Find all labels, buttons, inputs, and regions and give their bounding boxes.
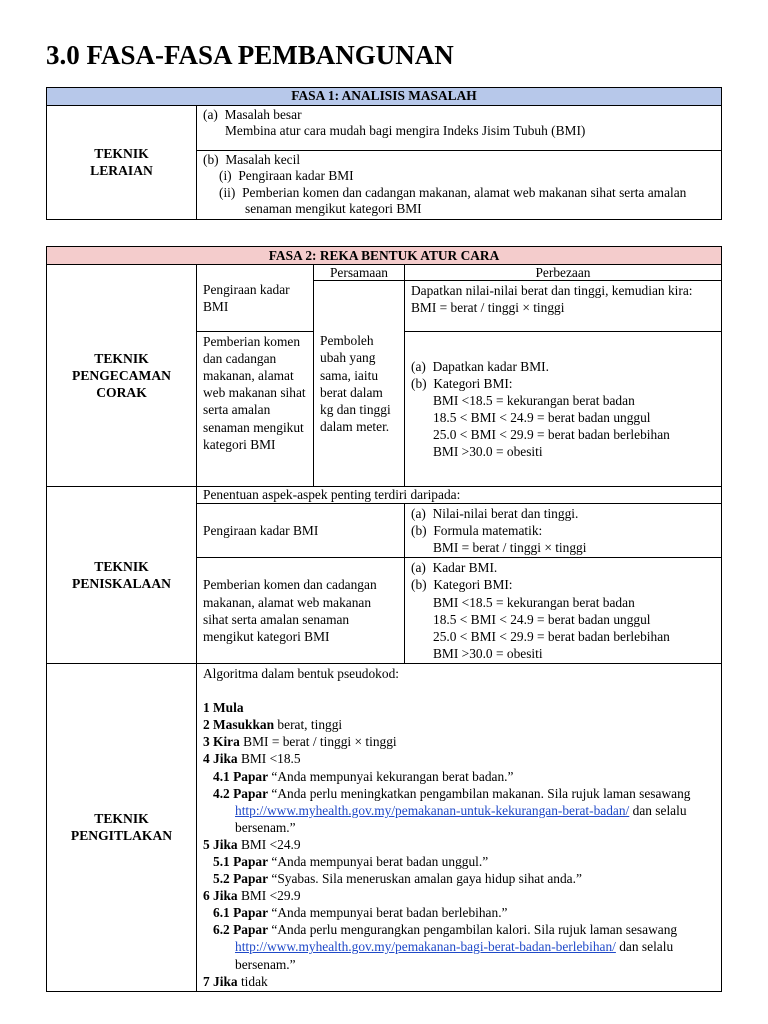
col-persamaan-header: Persamaan	[314, 265, 405, 281]
pseudocode-line: 4.2 Papar “Anda perlu meningkatkan pengambilan makanan. Sila rujuk laman sesawang http://www.myhealth.gov.my/pemakanan-untuk-kekurangan-berat-badan/ dan selalu bersenam.”	[213, 785, 691, 835]
peniskalaan-row2-label: Pemberian komen dan cadangan makanan, alamat web makanan sihat serta amalan senaman mengikut kategori BMI	[197, 558, 405, 664]
pseudocode-line: 6.2 Papar “Anda perlu mengurangkan pengambilan kalori. Sila rujuk laman sesawang http://www.myhealth.gov.my/pemakanan-bagi-berat-badan-berlebihan/ dan selalu bersenam.”	[213, 922, 678, 972]
teknik-leraian-label: TEKNIK LERAIAN	[47, 106, 197, 220]
masalah-besar-cell: (a) Masalah besar Membina atur cara mudah bagi mengira Indeks Jisim Tubuh (BMI)	[197, 106, 722, 151]
col-perbezaan-header: Perbezaan	[405, 265, 722, 281]
pseudocode-line: 6 Jika BMI <29.9	[203, 888, 301, 904]
teknik-peniskalaan-label: TEKNIK PENISKALAAN	[47, 487, 197, 664]
teknik-pengitlakan-label: TEKNIK PENGITLAKAN	[47, 663, 197, 991]
list-item: 25.0 < BMI < 29.9 = berat badan berlebihan	[433, 427, 670, 443]
pseudocode-line: 5.1 Papar “Anda mempunyai berat badan unggul.”	[213, 853, 489, 869]
pseudocode-line: 4 Jika BMI <18.5	[203, 751, 301, 767]
fasa2-header: FASA 2: REKA BENTUK ATUR CARA	[47, 247, 722, 265]
peniskalaan-row2-detail: (a) Kadar BMI. (b) Kategori BMI: BMI <18.5 = kekurangan berat badan 18.5 < BMI < 24.9 = berat badan unggul 25.0 < BMI < 29.9 = berat badan berlebihan BMI >30.0 = obesiti	[405, 558, 722, 664]
pseudocode-line: 4.1 Papar “Anda mempunyai kekurangan berat badan.”	[213, 768, 514, 784]
teknik-pengecaman-corak-label: TEKNIK PENGECAMAN CORAK	[47, 265, 197, 487]
list-item: 25.0 < BMI < 29.9 = berat badan berlebihan	[433, 628, 670, 644]
fasa2-table	[46, 246, 722, 992]
pseudocode-line: 5 Jika BMI <24.9	[203, 836, 301, 852]
list-item: BMI <18.5 = kekurangan berat badan	[433, 594, 635, 610]
corak-row1-label: Pengiraan kadar BMI	[197, 265, 314, 332]
corak-row1-diff: Dapatkan nilai-nilai berat dan tinggi, kemudian kira: BMI = berat / tinggi × tinggi	[405, 281, 722, 332]
masalah-kecil-cell: (b) Masalah kecil (i) Pengiraan kadar BMI (ii) Pemberian komen dan cadangan makanan, alamat web makanan sihat serta amalan senaman mengikut kategori BMI	[197, 151, 722, 220]
peniskalaan-row1-label: Pengiraan kadar BMI	[197, 504, 405, 558]
masalah-besar-text: Membina atur cara mudah bagi mengira Indeks Jisim Tubuh (BMI)	[225, 123, 586, 139]
pseudocode-line: 7 Jika tidak	[203, 973, 268, 989]
algo-intro: Algoritma dalam bentuk pseudokod:	[203, 665, 399, 681]
pseudocode-line: 3 Kira BMI = berat / tinggi × tinggi	[203, 734, 397, 750]
pseudocode-line: 1 Mula	[203, 700, 244, 716]
list-item: 18.5 < BMI < 24.9 = berat badan unggul	[433, 611, 651, 627]
list-item: (i) Pengiraan kadar BMI	[219, 168, 354, 184]
pseudocode-line: 6.1 Papar “Anda mempunyai berat badan berlebihan.”	[213, 905, 508, 921]
link-kekurangan-berat-badan[interactable]: http://www.myhealth.gov.my/pemakanan-untuk-kekurangan-berat-badan/	[235, 802, 630, 818]
list-item: BMI >30.0 = obesiti	[433, 444, 543, 460]
list-item: (ii) Pemberian komen dan cadangan makanan, alamat web makanan sihat serta amalan senaman mengikut kategori BMI	[219, 184, 687, 217]
fasa1-table	[46, 87, 722, 220]
page-title: 3.0 FASA-FASA PEMBANGUNAN	[46, 40, 454, 70]
list-item: 18.5 < BMI < 24.9 = berat badan unggul	[433, 410, 651, 426]
peniskalaan-row1-detail: (a) Nilai-nilai berat dan tinggi. (b) Formula matematik: BMI = berat / tinggi × tinggi	[405, 504, 722, 558]
peniskalaan-intro: Penentuan aspek-aspek penting terdiri daripada:	[197, 487, 722, 504]
link-berat-badan-berlebihan[interactable]: http://www.myhealth.gov.my/pemakanan-bagi-berat-badan-berlebihan/	[235, 939, 616, 955]
pseudocode-line: 2 Masukkan berat, tinggi	[203, 717, 343, 733]
pseudocode-line: 5.2 Papar “Syabas. Sila meneruskan amalan gaya hidup sihat anda.”	[213, 871, 582, 887]
masalah-kecil-title: Masalah kecil	[225, 152, 301, 167]
corak-row2-label: Pemberian komen dan cadangan makanan, alamat web makanan sihat serta amalan senaman mengikut kategori BMI	[197, 332, 314, 487]
list-item: BMI <18.5 = kekurangan berat badan	[433, 393, 635, 408]
corak-row2-diff: (a) Dapatkan kadar BMI. (b) Kategori BMI: BMI <18.5 = kekurangan berat badan 18.5 < BMI < 24.9 = berat badan unggul 25.0 < BMI < 29.9 = berat badan berlebihan BMI >30.0 = obesiti	[405, 332, 722, 487]
fasa1-header: FASA 1: ANALISIS MASALAH	[47, 88, 722, 106]
pseudocode-cell	[197, 663, 722, 991]
masalah-besar-title: Masalah besar	[224, 107, 302, 122]
list-item: BMI >30.0 = obesiti	[433, 645, 543, 661]
persamaan-cell: Pemboleh ubah yang sama, iaitu berat dalam kg dan tinggi dalam meter.	[314, 281, 405, 487]
